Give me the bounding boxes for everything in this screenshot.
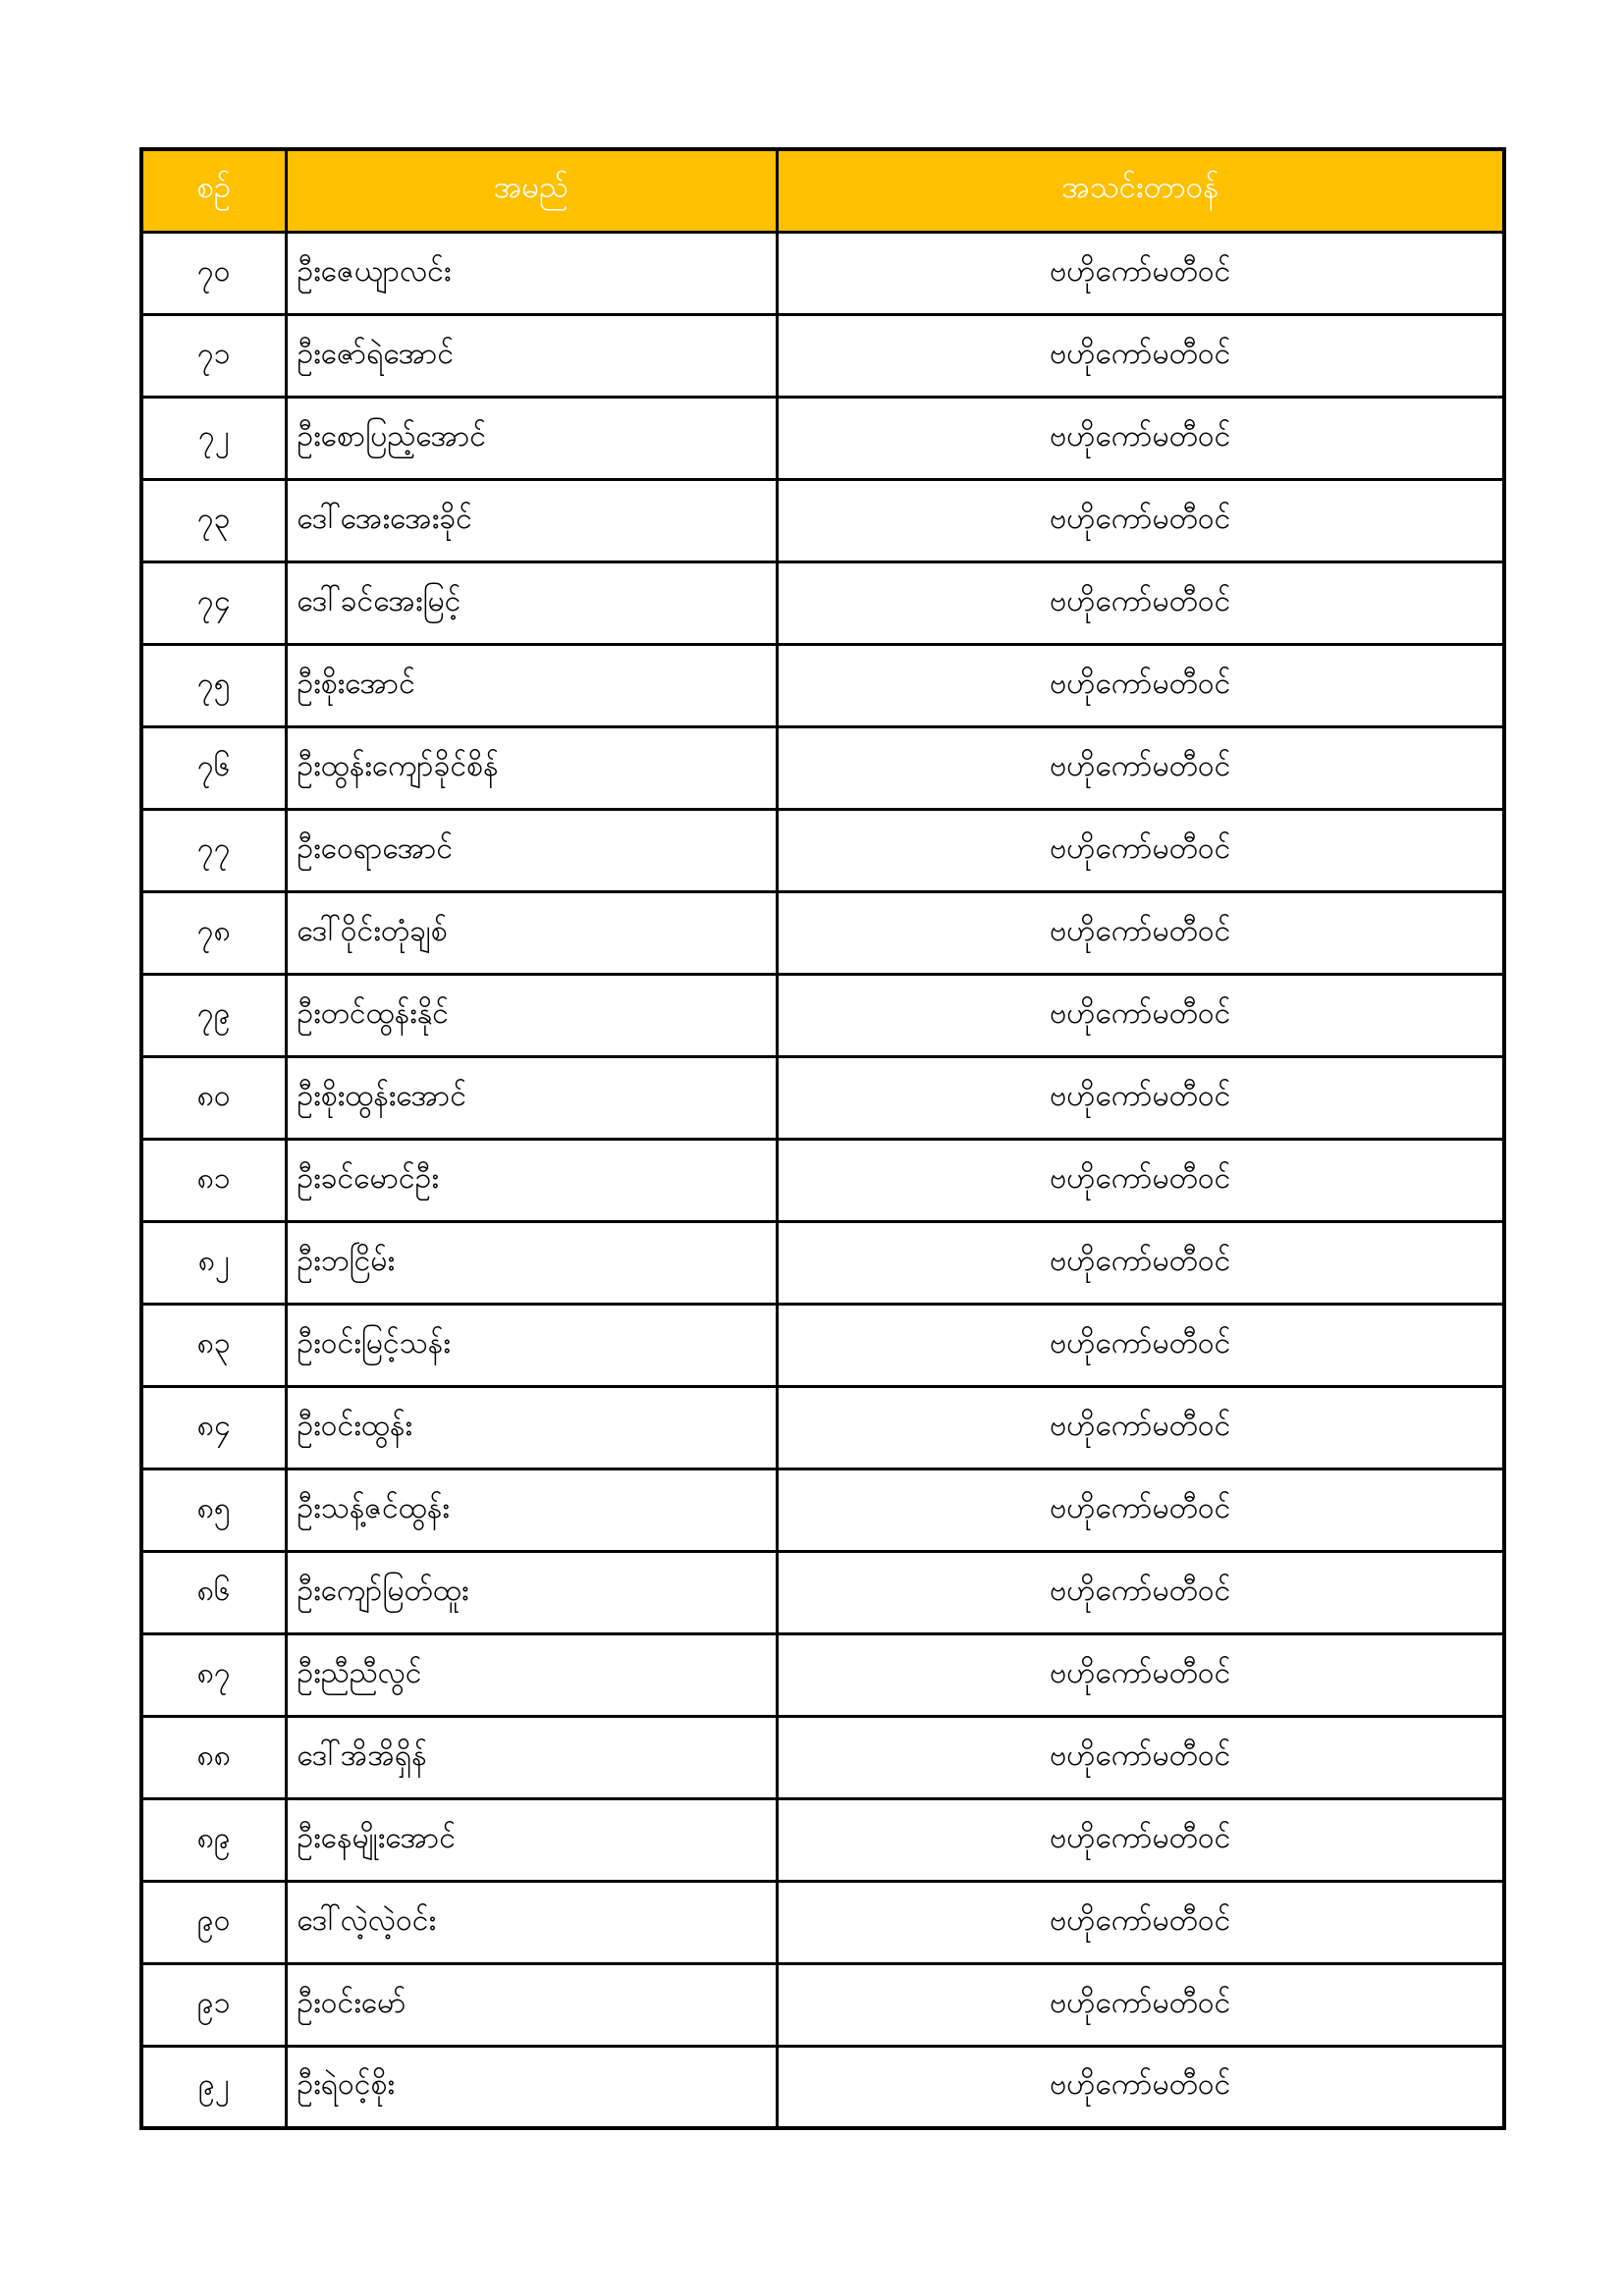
cell-member-role: ဗဟိုကော်မတီဝင်	[777, 974, 1504, 1056]
cell-member-role: ဗဟိုကော်မတီဝင်	[777, 1386, 1504, 1468]
cell-serial-number: ၈၆	[141, 1551, 286, 1633]
cell-serial-number: ၈၀	[141, 1056, 286, 1139]
cell-serial-number: ၈၄	[141, 1386, 286, 1468]
cell-serial-number: ၈၉	[141, 1798, 286, 1881]
cell-serial-number: ၇၈	[141, 891, 286, 974]
cell-member-name: ဦးနေမျိုးအောင်	[286, 1798, 777, 1881]
cell-member-name: ဦးဇေယျာလင်း	[286, 232, 777, 314]
cell-member-name: ဦးဝင်းထွန်း	[286, 1386, 777, 1468]
cell-member-role: ဗဟိုကော်မတီဝင်	[777, 561, 1504, 644]
cell-serial-number: ၇၁	[141, 314, 286, 397]
table-header-row	[141, 149, 1504, 232]
table-row	[141, 1551, 1504, 1633]
cell-serial-number: ၈၅	[141, 1468, 286, 1551]
cell-serial-number: ၈၃	[141, 1304, 286, 1386]
cell-member-name: ဦးတင်ထွန်းနိုင်	[286, 974, 777, 1056]
cell-serial-number: ၈၇	[141, 1633, 286, 1716]
table-row	[141, 1633, 1504, 1716]
table-row	[141, 1468, 1504, 1551]
cell-member-name: ဦးကျော်မြတ်ထူး	[286, 1551, 777, 1633]
cell-serial-number: ၇၀	[141, 232, 286, 314]
cell-member-name: ဦးစိုးအောင်	[286, 644, 777, 726]
table-row	[141, 2046, 1504, 2128]
cell-member-name: ဦးဝေရာအောင်	[286, 809, 777, 891]
cell-member-role: ဗဟိုကော်မတီဝင်	[777, 1716, 1504, 1798]
column-header-no: စဉ်	[141, 149, 286, 232]
cell-serial-number: ၉၂	[141, 2046, 286, 2128]
cell-member-role: ဗဟိုကော်မတီဝင်	[777, 314, 1504, 397]
cell-member-role: ဗဟိုကော်မတီဝင်	[777, 891, 1504, 974]
cell-member-name: ဦးစောပြည့်အောင်	[286, 397, 777, 479]
table-body	[141, 232, 1504, 2128]
table-row	[141, 1304, 1504, 1386]
cell-member-role: ဗဟိုကော်မတီဝင်	[777, 2046, 1504, 2128]
table-row	[141, 974, 1504, 1056]
cell-member-role: ဗဟိုကော်မတီဝင်	[777, 644, 1504, 726]
cell-member-role: ဗဟိုကော်မတီဝင်	[777, 232, 1504, 314]
cell-member-role: ဗဟိုကော်မတီဝင်	[777, 1056, 1504, 1139]
table-row	[141, 644, 1504, 726]
table-row	[141, 1963, 1504, 2046]
cell-member-name: ဦးထွန်းကျော်ခိုင်စိန်	[286, 726, 777, 809]
cell-member-name: ဦးဇော်ရဲအောင်	[286, 314, 777, 397]
cell-member-name: ဒေါ်အိအိရှိန်	[286, 1716, 777, 1798]
table-row	[141, 1056, 1504, 1139]
cell-serial-number: ၈၂	[141, 1221, 286, 1304]
cell-serial-number: ၈၈	[141, 1716, 286, 1798]
cell-serial-number: ၇၆	[141, 726, 286, 809]
cell-member-role: ဗဟိုကော်မတီဝင်	[777, 479, 1504, 561]
table-row	[141, 561, 1504, 644]
cell-serial-number: ၇၇	[141, 809, 286, 891]
cell-member-name: ဦးစိုးထွန်းအောင်	[286, 1056, 777, 1139]
cell-member-name: ဦးဝင်းမြင့်သန်း	[286, 1304, 777, 1386]
cell-member-name: ဦးရဲဝင့်စိုး	[286, 2046, 777, 2128]
cell-serial-number: ၇၉	[141, 974, 286, 1056]
table-row	[141, 314, 1504, 397]
cell-member-role: ဗဟိုကော်မတီဝင်	[777, 397, 1504, 479]
column-header-role: အသင်းတာဝန်	[777, 149, 1504, 232]
cell-member-name: ဒေါ်လဲ့လဲ့ဝင်း	[286, 1881, 777, 1963]
table-row	[141, 809, 1504, 891]
cell-member-role: ဗဟိုကော်မတီဝင်	[777, 1139, 1504, 1221]
cell-member-role: ဗဟိုကော်မတီဝင်	[777, 726, 1504, 809]
table-row	[141, 397, 1504, 479]
cell-member-role: ဗဟိုကော်မတီဝင်	[777, 1221, 1504, 1304]
table-row	[141, 1386, 1504, 1468]
table-row	[141, 1798, 1504, 1881]
column-header-name: အမည်	[286, 149, 777, 232]
cell-serial-number: ၇၄	[141, 561, 286, 644]
cell-member-name: ဒေါ်အေးအေးခိုင်	[286, 479, 777, 561]
cell-member-name: ဦးညီညီလွင်	[286, 1633, 777, 1716]
cell-member-role: ဗဟိုကော်မတီဝင်	[777, 809, 1504, 891]
cell-member-role: ဗဟိုကော်မတီဝင်	[777, 1963, 1504, 2046]
cell-serial-number: ၈၁	[141, 1139, 286, 1221]
cell-member-name: ဒေါ်ဝိုင်းတုံချစ်	[286, 891, 777, 974]
cell-serial-number: ၇၅	[141, 644, 286, 726]
table-row	[141, 1221, 1504, 1304]
cell-member-role: ဗဟိုကော်မတီဝင်	[777, 1551, 1504, 1633]
cell-member-name: ဦးဝင်းမော်	[286, 1963, 777, 2046]
table-row	[141, 726, 1504, 809]
cell-member-role: ဗဟိုကော်မတီဝင်	[777, 1468, 1504, 1551]
table-row	[141, 479, 1504, 561]
table-row	[141, 1139, 1504, 1221]
cell-member-name: ဦးသန့်ဇင်ထွန်း	[286, 1468, 777, 1551]
table-row	[141, 891, 1504, 974]
members-table	[139, 147, 1506, 2130]
cell-serial-number: ၇၂	[141, 397, 286, 479]
cell-member-name: ဦးခင်မောင်ဦး	[286, 1139, 777, 1221]
cell-member-name: ဒေါ်ခင်အေးမြင့်	[286, 561, 777, 644]
cell-serial-number: ၉၀	[141, 1881, 286, 1963]
cell-member-name: ဦးဘငြိမ်း	[286, 1221, 777, 1304]
cell-serial-number: ၇၃	[141, 479, 286, 561]
table-row	[141, 1716, 1504, 1798]
table-row	[141, 1881, 1504, 1963]
cell-member-role: ဗဟိုကော်မတီဝင်	[777, 1304, 1504, 1386]
cell-member-role: ဗဟိုကော်မတီဝင်	[777, 1633, 1504, 1716]
cell-member-role: ဗဟိုကော်မတီဝင်	[777, 1798, 1504, 1881]
cell-member-role: ဗဟိုကော်မတီဝင်	[777, 1881, 1504, 1963]
table-row	[141, 232, 1504, 314]
cell-serial-number: ၉၁	[141, 1963, 286, 2046]
